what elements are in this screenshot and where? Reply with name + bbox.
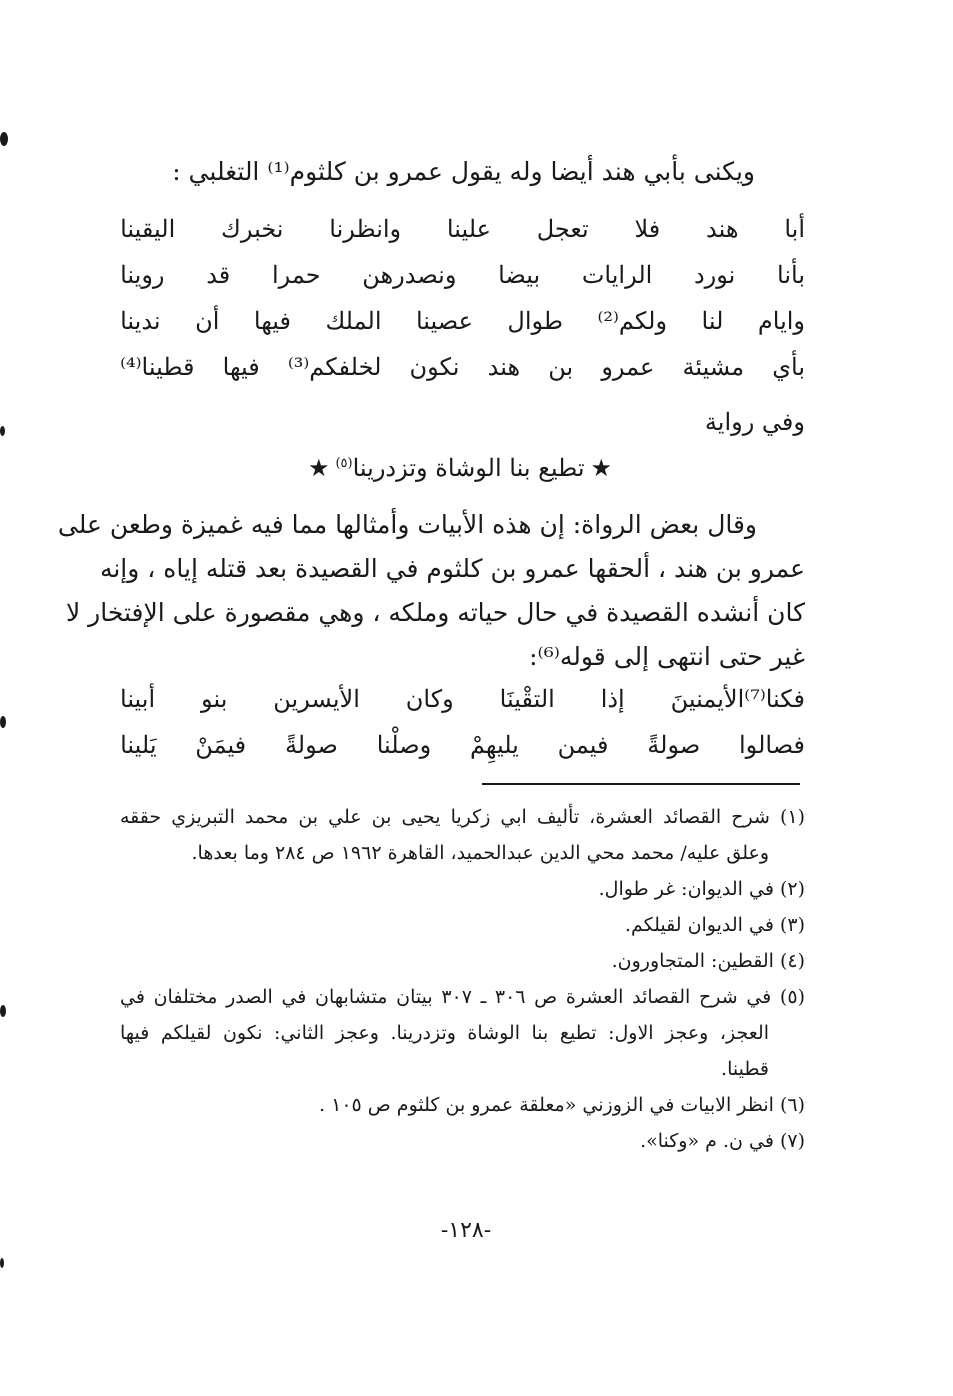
footnote-line: العجز، وعجز الاول: تطيع بنا الوشاة وتزدرينا. وعجز الثاني: نكون لقيلكم فيها: [120, 1022, 769, 1044]
verse-word: ونصدرهن: [362, 261, 457, 289]
verse-word: وصلْنا: [376, 731, 432, 759]
intro-line: ويكنى بأبي هند أيضا وله يقول عمرو بن كلثوم⁽¹⁾ التغلبي :: [172, 157, 755, 186]
poem-verses-top: [120, 206, 805, 390]
footnote-line: (٣) في الديوان لقيلكم.: [624, 914, 805, 936]
verse-word: عمرو: [601, 353, 655, 381]
verse-word: الأيسرين: [273, 685, 360, 713]
scan-mark: [0, 426, 5, 436]
verse-word: أبا: [784, 215, 805, 243]
verse-word: قد: [206, 261, 231, 289]
footnote-line: (١) شرح القصائد العشرة، تأليف ابي زكريا يحيى بن علي بن محمد التبريزي حققه: [120, 806, 805, 828]
verse-word: فصالوا: [739, 731, 805, 759]
paragraph-line: وقال بعض الرواة: إن هذه الأبيات وأمثالها مما فيه غميزة وطعن على: [57, 510, 757, 539]
footnote-line: وعلق عليه/ محمد محي الدين عبدالحميد، القاهرة ١٩٦٢ ص ٢٨٤ وما بعدها.: [191, 842, 769, 864]
verse-word: نخبرك: [221, 215, 284, 243]
verse-word: صولةً: [284, 731, 338, 759]
verse-line: [120, 206, 805, 252]
verse-word: يليهِمْ: [469, 731, 519, 759]
verse-word: هند: [706, 215, 739, 243]
verse-line: [120, 252, 805, 298]
variant-text: تطيع بنا الوشاة وتزدرينا: [352, 454, 585, 482]
verse-word: الملك: [325, 307, 382, 335]
verse-word: بن: [548, 353, 574, 381]
verse-word: التقْينَا: [499, 685, 555, 713]
verse-word: أن: [195, 307, 220, 335]
footnote-line: (٥) في شرح القصائد العشرة ص ٣٠٦ ـ ٣٠٧ بيتان متشابهان في الصدر مختلفان في: [120, 986, 805, 1008]
verse-word: عصينا: [415, 307, 473, 335]
verse-word: صولةً: [647, 731, 701, 759]
verse-word: وكان: [405, 685, 454, 713]
paragraph-line: غير حتى انتهى إلى قوله⁽⁶⁾:: [529, 642, 805, 671]
verse-word: نكون: [409, 353, 460, 381]
verse-word: بأي: [772, 353, 805, 381]
paragraph-line: كان أنشده القصيدة في حال حياته وملكه ، وهي مقصورة على الإفتخار لا: [65, 598, 805, 627]
verse-word: طوال: [507, 307, 563, 335]
verse-word: حمرا: [271, 261, 321, 289]
body-paragraph: [57, 503, 805, 679]
verse-word: ندينا: [120, 307, 161, 335]
footnote-line: (٦) انظر الابيات في الزوزني «معلقة عمرو بن كلثوم ص ١٠٥ .: [319, 1094, 805, 1116]
footnote-line: (٤) القطين: المتجاورون.: [611, 950, 805, 972]
scan-mark: [0, 1005, 6, 1017]
star-icon: ★: [590, 454, 613, 482]
verse-word: ولكم⁽²⁾: [597, 307, 668, 335]
riwaya-label: وفي رواية: [704, 408, 805, 436]
footnotes: [120, 799, 805, 1159]
footnote-line: قطينا.: [721, 1058, 769, 1080]
footnote-line: (٢) في الديوان: غر طوال.: [598, 878, 805, 900]
verse-line: [120, 676, 805, 722]
verse-word: هند: [487, 353, 521, 381]
verse-word: تعجل: [536, 215, 589, 243]
verse-line: [120, 298, 805, 344]
scan-mark: [0, 716, 6, 728]
variant-footnote-ref: (٥): [335, 456, 353, 471]
verse-word: يَلينا: [120, 731, 157, 759]
paragraph-line: عمرو بن هند ، ألحقها عمرو بن كلثوم في القصيدة بعد قتله إياه ، وإنه: [99, 554, 805, 583]
verse-word: بنو: [201, 685, 228, 713]
verse-word: فيمَنْ: [195, 731, 247, 759]
verse-word: وايام: [757, 307, 805, 335]
scan-mark: [0, 132, 8, 146]
verse-word: أبينا: [120, 685, 156, 713]
verse-word: فلا: [634, 215, 661, 243]
verse-word: نورد: [693, 261, 736, 289]
poem-verses-bottom: [120, 676, 805, 768]
verse-word: بيضا: [498, 261, 541, 289]
verse-word: لخلفكم⁽³⁾: [287, 353, 382, 381]
verse-word: علينا: [446, 215, 491, 243]
verse-word: إذا: [600, 685, 625, 713]
scan-mark: [0, 1258, 4, 1268]
verse-word: الرايات: [581, 261, 653, 289]
variant-line: [300, 442, 620, 490]
page-number: -١٢٨-: [440, 1218, 492, 1243]
verse-line: [120, 722, 805, 768]
verse-word: فيها: [253, 307, 291, 335]
verse-word: اليقينا: [120, 215, 176, 243]
footnote-divider: [482, 783, 800, 785]
verse-word: قطينا⁽⁴⁾: [120, 353, 195, 381]
verse-word: فيمن: [557, 731, 609, 759]
verse-word: لنا: [701, 307, 724, 335]
footnote-line: (٧) في ن. م «وكنا».: [640, 1130, 805, 1152]
verse-word: روينا: [120, 261, 165, 289]
verse-word: فكنا⁽⁷⁾الأيمنينَ: [670, 685, 805, 713]
verse-line: [120, 344, 805, 390]
verse-word: وانظرنا: [329, 215, 402, 243]
verse-word: بأنا: [777, 261, 805, 289]
star-icon: ★: [307, 454, 330, 482]
verse-word: مشيئة: [682, 353, 745, 381]
verse-word: فيها: [222, 353, 260, 381]
